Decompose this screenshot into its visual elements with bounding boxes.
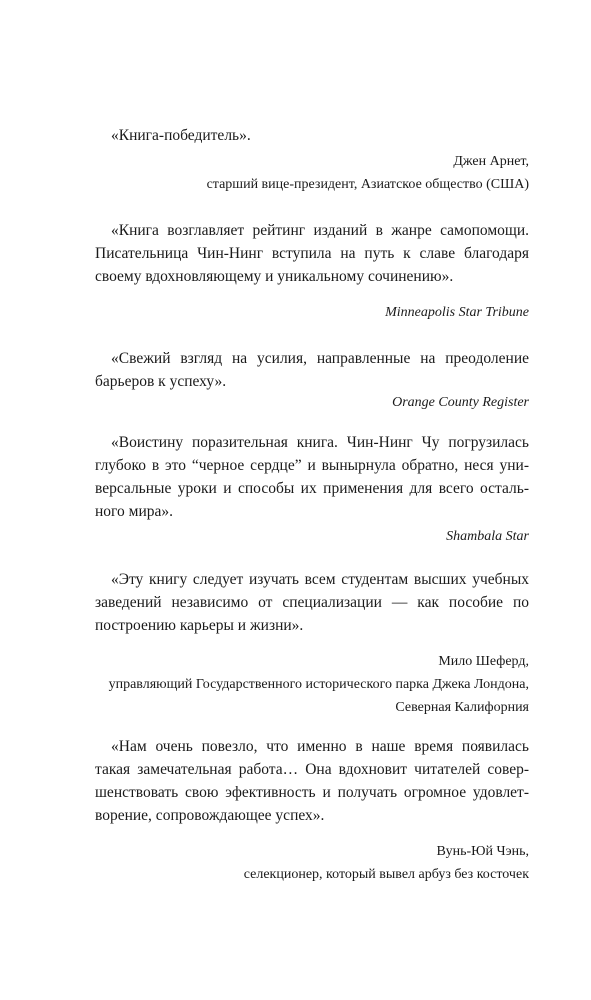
review-quote (95, 431, 529, 523)
review-attribution (95, 650, 529, 719)
review-attribution (95, 301, 529, 324)
quote-line: своему вдохновляющему и уникальному сочинению». (95, 268, 454, 285)
quote-line: ного мира». (95, 503, 173, 520)
attribution-title: управляющий Государственного исторического парка Джека Лондона, (108, 677, 529, 692)
quote-line: построению карьеры и жизни». (95, 617, 304, 634)
review-quote (95, 735, 529, 827)
review-2 (95, 219, 529, 324)
attribution-name: Вунь-Юй Чэнь, (436, 844, 529, 859)
review-attribution (95, 391, 529, 414)
quote-line: ворение, сопровождающее успех». (95, 807, 325, 824)
review-quote (95, 219, 529, 288)
review-quote (95, 568, 529, 637)
quote-line: такая замечательная работа… Она вдохновит читателей совер- (95, 761, 529, 778)
attribution-source: Shambala Star (446, 529, 529, 544)
review-5 (95, 568, 529, 719)
attribution-source: Orange County Register (392, 395, 529, 410)
quote-line: заведений независимо от специализации — как пособие по (95, 594, 529, 611)
review-quote (95, 124, 529, 147)
attribution-location: Северная Калифорния (395, 700, 529, 715)
review-attribution (95, 840, 529, 886)
quote-line: Писательница Чин-Нинг вступила на путь к славе благодаря (95, 245, 529, 262)
quote-line: барьеров к успеху». (95, 373, 227, 390)
review-quote (95, 347, 529, 393)
quote-line: «Книга возглавляет рейтинг изданий в жанре самопомощи. (111, 222, 529, 239)
attribution-title: селекционер, который вывел арбуз без косточек (243, 867, 529, 882)
review-attribution (95, 150, 529, 196)
quote-line: «Эту книгу следует изучать всем студентам высших учебных (111, 571, 529, 588)
quote-line: версальные уроки и способы их применения для всего осталь- (95, 480, 529, 497)
attribution-source: Minneapolis Star Tribune (385, 305, 529, 320)
review-4 (95, 431, 529, 548)
review-3 (95, 347, 529, 414)
attribution-name: Мило Шеферд, (438, 654, 529, 669)
quote-line: «Нам очень повезло, что именно в наше время появилась (111, 738, 529, 755)
quote-line: глубоко в это “черное сердце” и вынырнула обратно, неся уни- (95, 457, 529, 474)
quote-line: «Воистину поразительная книга. Чин-Нинг Чу погрузилась (111, 434, 529, 451)
quote-line: «Книга-победитель». (111, 127, 251, 144)
quote-line: шенствовать свою эфективность и получать огромное удовлет- (95, 784, 529, 801)
attribution-title: старший вице-президент, Азиатское общество (США) (206, 177, 529, 192)
attribution-name: Джен Арнет, (453, 154, 529, 169)
review-1 (95, 124, 529, 196)
quote-line: «Свежий взгляд на усилия, направленные на преодоление (111, 350, 529, 367)
review-6 (95, 735, 529, 886)
review-attribution (95, 525, 529, 548)
